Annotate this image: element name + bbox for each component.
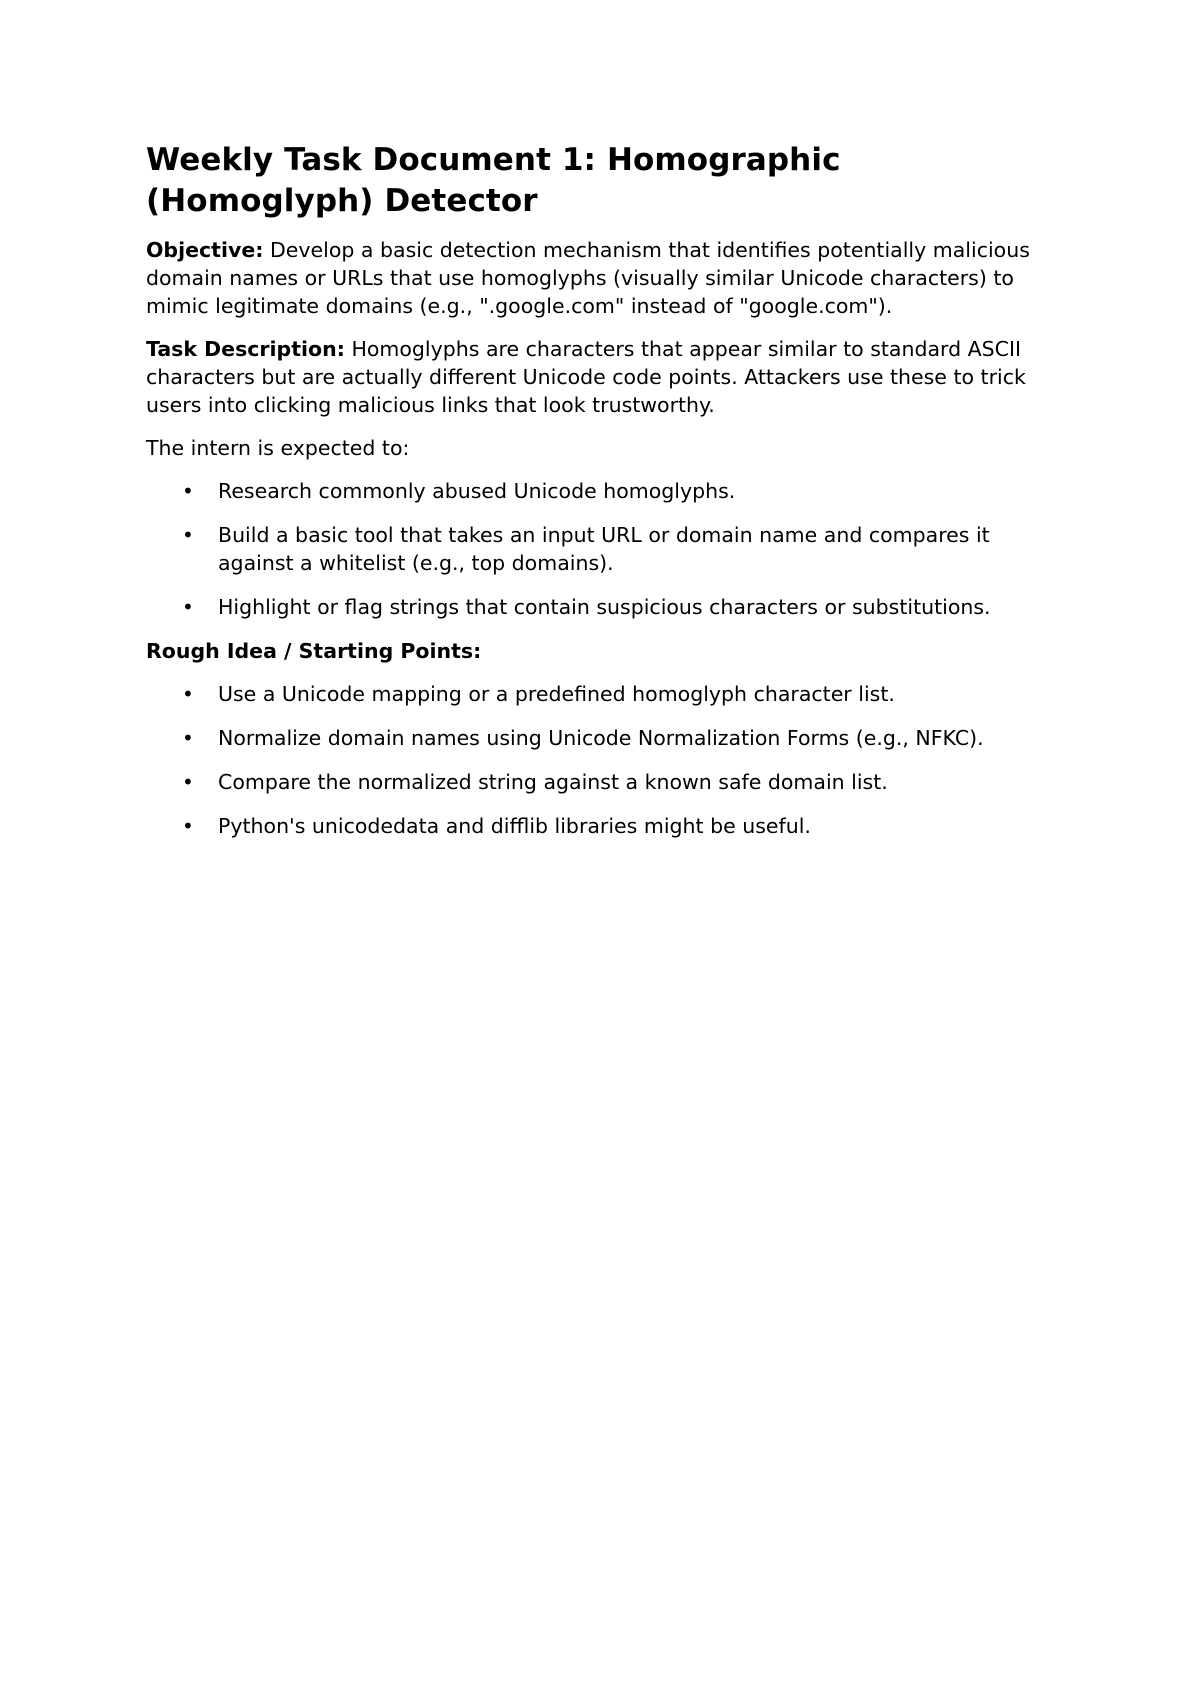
list-item [146,521,1066,577]
document-page [146,140,1066,856]
bullet-icon: • [182,682,194,706]
objective-label: Objective: [146,238,264,262]
list-item [146,477,1066,505]
task-description-paragraph [146,335,1066,419]
list-item [146,812,1066,840]
task-description-text: Homoglyphs are characters that appear similar to standard ASCII characters but are actually different Unicode code points. Attackers use these to trick users into clicking malicious links that look trustworthy. [146,337,1026,417]
list-item-text: Highlight or flag strings that contain suspicious characters or substitutions. [218,595,991,619]
bullet-icon: • [182,814,194,838]
list-item [146,724,1066,752]
bullet-icon: • [182,479,194,503]
list-item-text: Normalize domain names using Unicode Normalization Forms (e.g., NFKC). [218,726,984,750]
document-title: Weekly Task Document 1: Homographic (Homoglyph) Detector [146,142,841,219]
bullet-icon: • [182,595,194,619]
list-item-text: Research commonly abused Unicode homoglyphs. [218,479,736,503]
starting-points-list [146,680,1066,840]
objective-text: Develop a basic detection mechanism that identifies potentially malicious domain names or URLs that use homoglyphs (visually similar Unicode characters) to mimic legitimate domains (e.g., ".google.com" instead of "google.com"). [146,238,1030,318]
bullet-icon: • [182,770,194,794]
starting-points-heading: Rough Idea / Starting Points: [146,639,482,663]
list-item-text: Use a Unicode mapping or a predefined homoglyph character list. [218,682,895,706]
bullet-icon: • [182,726,194,750]
list-item-text: Python's unicodedata and difflib libraries might be useful. [218,814,811,838]
task-description-label: Task Description: [146,337,345,361]
intern-intro: The intern is expected to: [146,436,410,460]
list-item-text: Compare the normalized string against a known safe domain list. [218,770,888,794]
list-item [146,768,1066,796]
intern-task-list [146,477,1066,621]
list-item [146,593,1066,621]
objective-paragraph [146,236,1066,320]
list-item [146,680,1066,708]
list-item-text: Build a basic tool that takes an input URL or domain name and compares it against a whitelist (e.g., top domains). [218,523,990,575]
bullet-icon: • [182,523,194,547]
